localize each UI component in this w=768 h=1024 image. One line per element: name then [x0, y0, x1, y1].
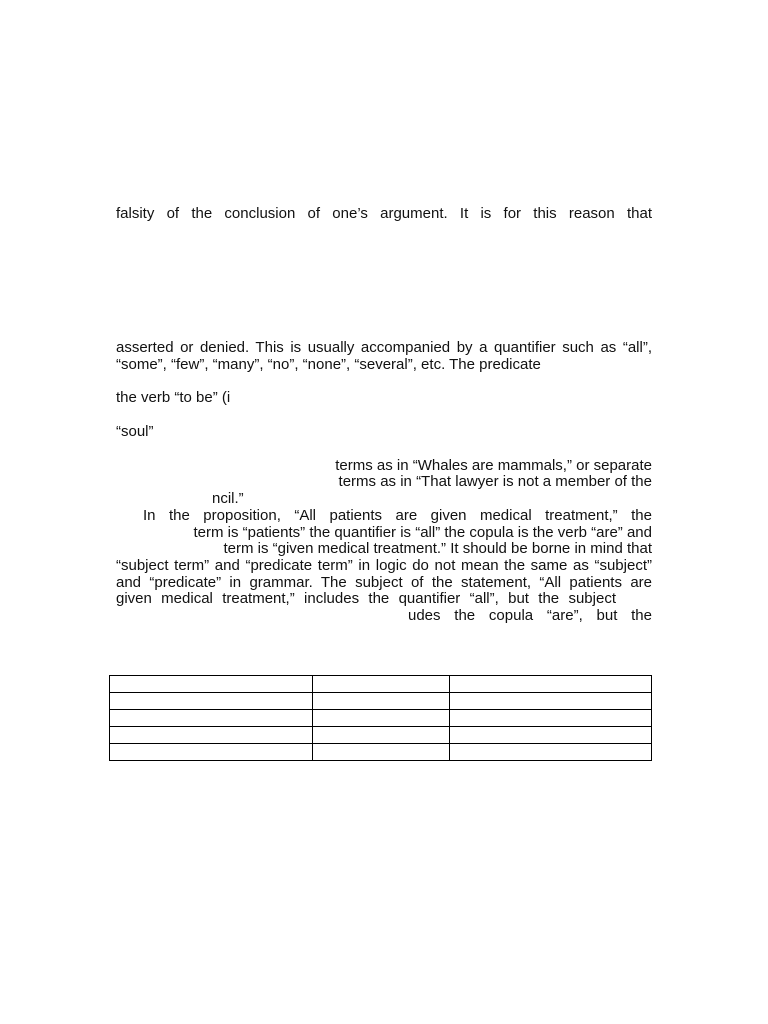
- text-line: the verb “to be” (i: [116, 389, 231, 406]
- table-cell: [110, 727, 313, 744]
- text-line: “some”, “few”, “many”, “no”, “none”, “several”, etc. The predicate: [116, 356, 541, 373]
- table-cell: [450, 710, 652, 727]
- text-line: asserted or denied. This is usually accompanied by a quantifier such as “all”,: [116, 339, 652, 356]
- text-line: In the proposition, “All patients are given medical treatment,” the: [143, 507, 652, 524]
- text-line: “subject term” and “predicate term” in logic do not mean the same as “subject”: [116, 557, 652, 574]
- table-cell: [110, 676, 313, 693]
- empty-table: [109, 675, 652, 761]
- table-row: [110, 744, 652, 761]
- text-line: udes the copula “are”, but the: [408, 607, 652, 624]
- text-line: “soul”: [116, 423, 154, 440]
- table-cell: [313, 710, 450, 727]
- table-cell: [313, 744, 450, 761]
- table-row: [110, 693, 652, 710]
- text-line: given medical treatment,” includes the quantifier “all”, but the subject: [116, 590, 616, 607]
- table-cell: [110, 693, 313, 710]
- text-line: terms as in “Whales are mammals,” or separate: [335, 457, 652, 474]
- table-cell: [313, 727, 450, 744]
- table-cell: [110, 744, 313, 761]
- text-line: term is “given medical treatment.” It should be borne in mind that: [223, 540, 652, 557]
- table-cell: [450, 727, 652, 744]
- text-line: and “predicate” in grammar. The subject of the statement, “All patients are: [116, 574, 652, 591]
- table-cell: [450, 676, 652, 693]
- table-cell: [313, 676, 450, 693]
- text-line: ncil.”: [212, 490, 244, 507]
- text-line: terms as in “That lawyer is not a member of the: [338, 473, 652, 490]
- text-line: falsity of the conclusion of one’s argument. It is for this reason that: [116, 205, 652, 222]
- table-row: [110, 676, 652, 693]
- table-row: [110, 727, 652, 744]
- table-cell: [450, 744, 652, 761]
- table-row: [110, 710, 652, 727]
- table-cell: [110, 710, 313, 727]
- table-cell: [450, 693, 652, 710]
- table-cell: [313, 693, 450, 710]
- text-line: term is “patients” the quantifier is “all” the copula is the verb “are” and: [193, 524, 652, 541]
